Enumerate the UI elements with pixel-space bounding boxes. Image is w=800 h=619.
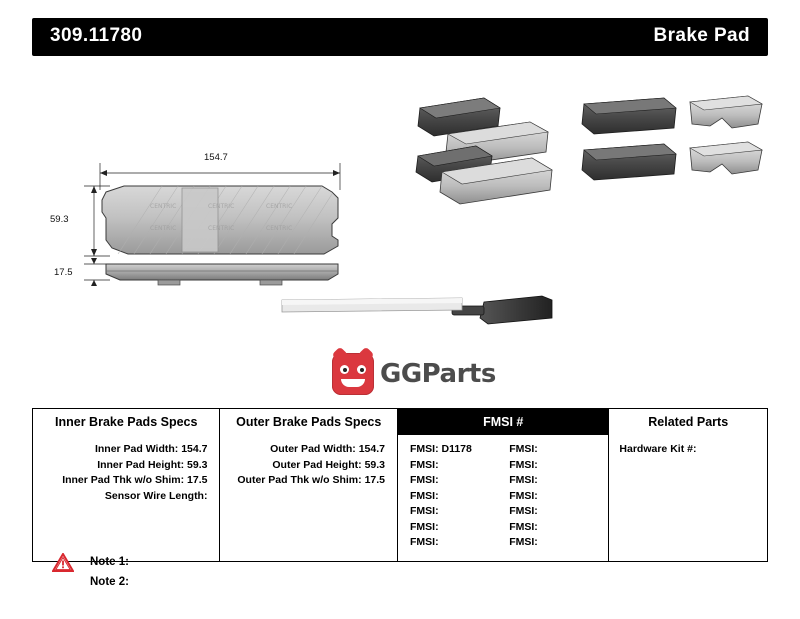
ggparts-watermark — [332, 350, 522, 398]
fmsi-row — [404, 520, 503, 536]
outer-pad-thk-label: Outer Pad Thk w/o Shim: — [237, 474, 362, 486]
fmsi-label: FMSI: — [410, 489, 439, 502]
header-outer-specs: Outer Brake Pads Specs — [220, 409, 398, 435]
fmsi-row — [404, 489, 503, 505]
svg-text:CENTRIC: CENTRIC — [266, 203, 293, 210]
fmsi-row — [404, 442, 503, 458]
specs-table — [32, 408, 768, 562]
inner-pad-height-label: Inner Pad Height: — [97, 458, 185, 471]
outer-pad-thk-value: 17.5 — [364, 474, 385, 486]
drawing-area — [32, 68, 768, 388]
fmsi-label: FMSI: — [410, 443, 439, 455]
dimension-width-label: 154.7 — [204, 152, 228, 163]
part-number: 309.11780 — [50, 25, 143, 46]
spec-row — [39, 458, 213, 474]
spec-row — [226, 458, 391, 474]
outer-pad-width-value: 154.7 — [358, 443, 385, 455]
inner-pad-width-label: Inner Pad Width: — [94, 443, 179, 455]
note-1-label: Note 1: — [90, 556, 129, 568]
ggparts-logo-icon — [332, 353, 374, 395]
fmsi-row — [503, 535, 602, 551]
notes-section — [52, 552, 352, 592]
fmsi-row — [404, 473, 503, 489]
hardware-kit-label: Hardware Kit #: — [619, 443, 697, 455]
specs-table-header-row — [33, 409, 767, 435]
fmsi-label: FMSI: — [509, 474, 538, 486]
fmsi-row — [404, 504, 503, 520]
spec-row — [39, 489, 213, 505]
fmsi-value: D1178 — [441, 443, 472, 455]
fmsi-label: FMSI: — [509, 520, 538, 533]
related-parts-column — [609, 435, 767, 561]
fmsi-label: FMSI: — [410, 505, 439, 517]
fmsi-row — [404, 535, 503, 551]
fmsi-label: FMSI: — [509, 458, 538, 471]
watermark-text: GGParts — [380, 359, 496, 389]
outer-pad-height-value: 59.3 — [364, 458, 385, 471]
fmsi-label: FMSI: — [509, 443, 538, 455]
fmsi-row — [503, 489, 602, 505]
svg-text:CENTRIC: CENTRIC — [150, 203, 177, 210]
fmsi-row — [503, 520, 602, 536]
fmsi-label: FMSI: — [509, 489, 538, 502]
specs-table-body — [33, 435, 767, 561]
fmsi-row — [503, 504, 602, 520]
fmsi-row — [503, 442, 602, 458]
inner-pad-height-value: 59.3 — [187, 458, 208, 471]
sensor-wire-length-label: Sensor Wire Length: — [104, 489, 208, 502]
fmsi-left-list — [404, 442, 503, 551]
outer-specs-column — [220, 435, 398, 561]
note-2-label: Note 2: — [90, 576, 129, 588]
header-inner-specs: Inner Brake Pads Specs — [33, 409, 220, 435]
spec-row — [39, 473, 213, 489]
inner-pad-thk-value: 17.5 — [187, 474, 208, 486]
fmsi-row — [503, 473, 602, 489]
fmsi-label: FMSI: — [509, 536, 538, 548]
fmsi-label: FMSI: — [410, 536, 439, 548]
inner-pad-width-value: 154.7 — [181, 443, 208, 455]
brake-pad-technical-drawing — [32, 68, 768, 388]
dimension-thickness-label: 17.5 — [54, 267, 73, 278]
spec-row — [226, 473, 391, 489]
fmsi-row — [404, 458, 503, 474]
fmsi-right-list — [503, 442, 602, 551]
spec-row — [39, 442, 213, 458]
related-row — [615, 442, 761, 458]
fmsi-column — [398, 435, 609, 561]
inner-pad-thk-label: Inner Pad Thk w/o Shim: — [62, 474, 185, 486]
svg-text:CENTRIC: CENTRIC — [266, 225, 293, 232]
note-row-1 — [52, 552, 352, 572]
note-row-2 — [52, 572, 352, 592]
outer-pad-width-label: Outer Pad Width: — [270, 443, 356, 455]
inner-specs-column — [33, 435, 220, 561]
header-fmsi: FMSI # — [398, 409, 609, 435]
svg-text:CENTRIC: CENTRIC — [208, 203, 235, 210]
outer-pad-height-label: Outer Pad Height: — [272, 458, 362, 471]
svg-text:CENTRIC: CENTRIC — [208, 225, 235, 232]
fmsi-label: FMSI: — [410, 520, 439, 533]
warning-icon — [52, 553, 74, 572]
fmsi-label: FMSI: — [410, 458, 439, 471]
page-title: Brake Pad — [653, 25, 750, 46]
spec-row — [226, 442, 391, 458]
dimension-height-label: 59.3 — [50, 214, 69, 225]
svg-text:CENTRIC: CENTRIC — [150, 225, 177, 232]
fmsi-label: FMSI: — [410, 474, 439, 486]
fmsi-row — [503, 458, 602, 474]
header-related-parts: Related Parts — [648, 415, 729, 429]
fmsi-label: FMSI: — [509, 505, 538, 517]
header-bar — [32, 18, 768, 56]
